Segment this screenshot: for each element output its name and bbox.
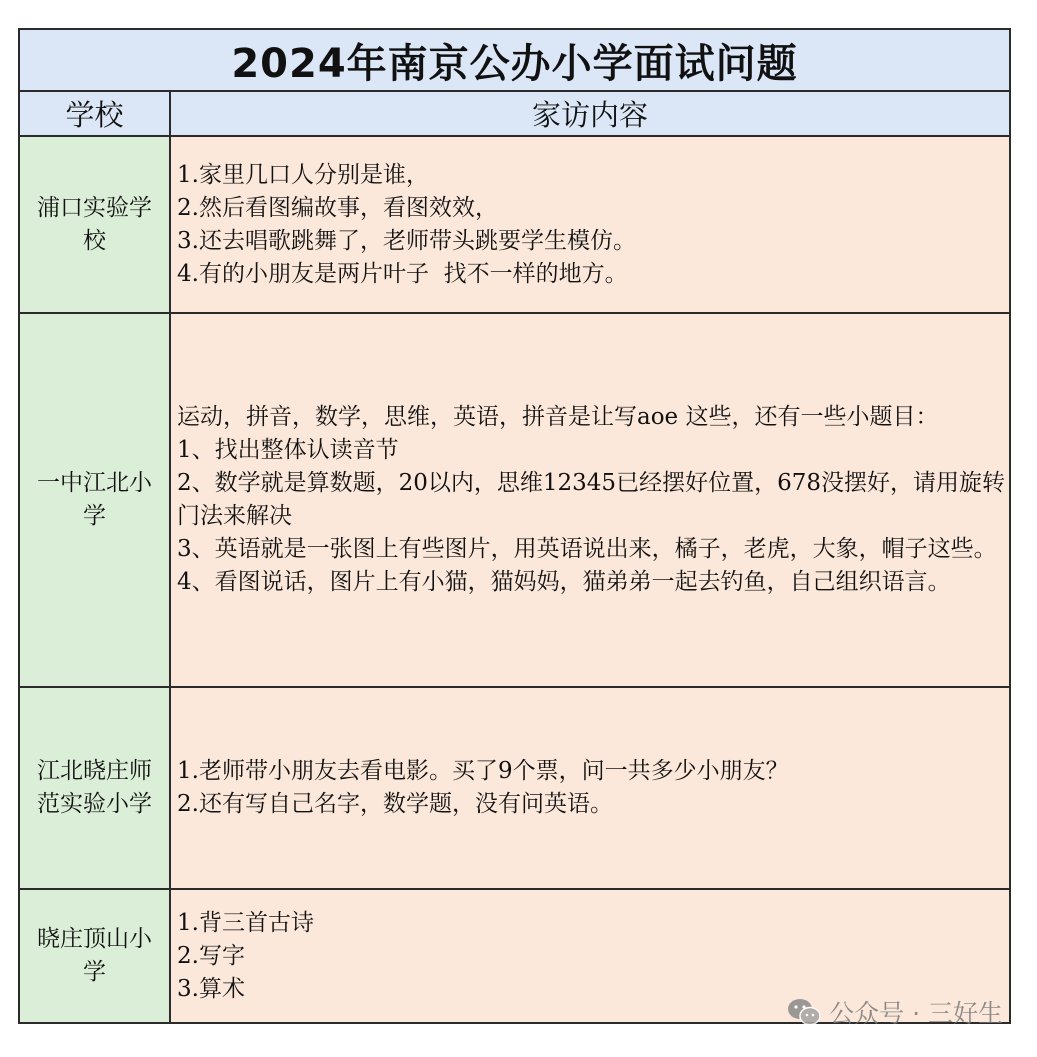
school-cell-1: [20, 137, 171, 314]
content-line: 3、英语就是一张图上有些图片，用英语说出来，橘子，老虎，大象，帽子这些。: [177, 536, 997, 562]
school-cell-4: [20, 890, 171, 1022]
content-line: 2、数学就是算数题，20以内，思维12345已经摆好位置，678没摆好，请用旋转门法来解决: [177, 470, 1005, 529]
content-line: 3.算术: [177, 975, 245, 1002]
content-line: 4.有的小朋友是两片叶子 找不一样的地方。: [177, 260, 628, 287]
school-name: 一中江北小学: [37, 470, 152, 529]
content-line: 1.家里几口人分别是谁，: [177, 161, 429, 188]
content-cell-3: [171, 688, 1009, 890]
content-line: 1、找出整体认读音节: [177, 437, 399, 463]
school-name: 江北晓庄师范实验小学: [37, 758, 152, 817]
content-line: 3.还去唱歌跳舞了，老师带头跳要学生模仿。: [177, 227, 636, 254]
content-cell-1: [171, 137, 1009, 314]
school-cell-3: [20, 688, 171, 890]
column-header-content: 家访内容: [171, 92, 1009, 137]
content-line: 2.写字: [177, 942, 245, 969]
column-header-school: 学校: [20, 92, 171, 137]
watermark-text: 公众号 · 三好生: [829, 999, 1003, 1028]
school-name: 晓庄顶山小学: [37, 926, 152, 985]
content-cell-2: [171, 314, 1009, 688]
school-name: 浦口实验学校: [37, 194, 152, 254]
content-line: 2.然后看图编故事，看图效效，: [177, 194, 498, 221]
content-line: 2.还有写自己名字，数学题，没有问英语。: [177, 791, 613, 817]
watermark: [787, 994, 1003, 1030]
school-cell-2: [20, 314, 171, 688]
table-title: 2024年南京公办小学面试问题: [20, 30, 1009, 92]
interview-table: [18, 28, 1011, 1024]
content-line: 1.老师带小朋友去看电影。买了9个票，问一共多少小朋友？: [177, 758, 789, 784]
content-line: 1.背三首古诗: [177, 909, 314, 936]
content-line: 4、看图说话，图片上有小猫，猫妈妈，猫弟弟一起去钓鱼，自己组织语言。: [177, 569, 951, 595]
wechat-icon: [787, 998, 821, 1026]
content-line: 运动，拼音，数学，思维，英语，拼音是让写aoe 这些，还有一些小题目：: [177, 404, 939, 430]
